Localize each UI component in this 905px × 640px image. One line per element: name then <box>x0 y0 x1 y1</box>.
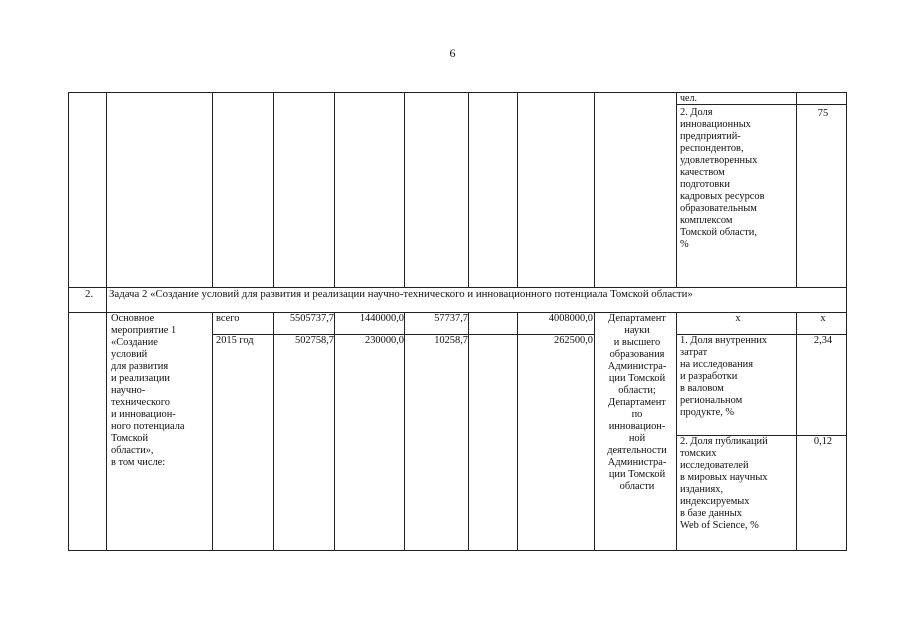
task-row <box>69 288 847 313</box>
carry-fed-cell <box>335 93 405 288</box>
fed-2015: 230000,0 <box>335 335 405 551</box>
carry-local-cell <box>469 93 518 288</box>
carry-indicator-text: 2. Доля инновационных предприятий- респондентов, удовлетворенных качеством подготовки кадровых ресурсов образовательным комплексом Томской области, % <box>677 105 797 288</box>
regional-all: 57737,7 <box>405 313 469 335</box>
local-2015 <box>469 335 518 551</box>
page-number: 6 <box>449 46 456 60</box>
indicator-header: х <box>677 313 797 335</box>
period-2015: 2015 год <box>213 335 274 551</box>
task-number: 2. <box>69 288 107 313</box>
total-2015: 502758,7 <box>274 335 335 551</box>
indicator-2-value: 0,12 <box>797 436 847 551</box>
executor: Департамент науки и высшего образования Администра- ции Томской области; Департамент по инновацион- ной деятельности Администра- ции Томской области <box>595 313 677 551</box>
carry-number-cell <box>69 93 107 288</box>
task-title: Задача 2 «Создание условий для развития и реализации научно-технического и инновационного потенциала Томской области» <box>107 288 847 313</box>
total-all: 5505737,7 <box>274 313 335 335</box>
activity-row-total <box>69 313 847 335</box>
carry-period-cell <box>213 93 274 288</box>
carry-activity-cell <box>107 93 213 288</box>
carry-unit-value <box>797 93 847 105</box>
fed-all: 1440000,0 <box>335 313 405 335</box>
carry-other-cell <box>518 93 595 288</box>
other-all: 4008000,0 <box>518 313 595 335</box>
other-2015: 262500,0 <box>518 335 595 551</box>
activity-number-cell <box>69 313 107 551</box>
activity-name: Основное мероприятие 1 «Создание условий для развития и реализации научно- технического и инновацион- ного потенциала Томской области», в том числе: <box>107 313 213 551</box>
program-table <box>68 92 847 551</box>
carry-unit-tail: чел. <box>677 93 797 105</box>
period-total: всего <box>213 313 274 335</box>
value-header: х <box>797 313 847 335</box>
carry-indicator-value: 75 <box>797 105 847 288</box>
indicator-1-text: 1. Доля внутренних затрат на исследования и разработки в валовом региональном продукте, % <box>677 335 797 436</box>
indicator-1-value: 2,34 <box>797 335 847 436</box>
carry-total-cell <box>274 93 335 288</box>
carry-regional-cell <box>405 93 469 288</box>
indicator-2-text: 2. Доля публикаций томских исследователей в мировых научных изданиях, индексируемых в базе данных Web of Science, % <box>677 436 797 551</box>
carry-executor-cell <box>595 93 677 288</box>
local-all <box>469 313 518 335</box>
carry-row-unit <box>69 93 847 105</box>
regional-2015: 10258,7 <box>405 335 469 551</box>
